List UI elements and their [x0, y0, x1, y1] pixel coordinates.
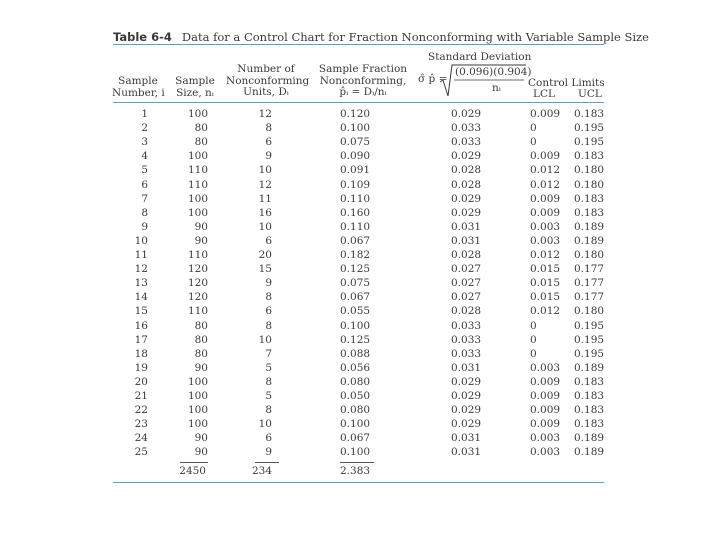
cell-std-dev: 0.028 [451, 305, 482, 318]
cell-fraction: 0.100 [340, 122, 371, 135]
cell-std-dev: 0.028 [451, 164, 482, 177]
cell-ucl: 0.177 [574, 277, 605, 290]
cell-lcl: 0.015 [530, 291, 561, 304]
cell-sample-number: 18 [134, 347, 148, 360]
table-label: Table 6-4 [113, 30, 172, 44]
cell-sample-number: 12 [134, 263, 148, 276]
cell-sample-number: 9 [141, 220, 148, 233]
cell-sample-number: 2 [141, 122, 148, 135]
cell-sample-size: 100 [187, 150, 208, 163]
sum-line-fraction [340, 462, 374, 463]
cell-sample-number: 7 [141, 192, 148, 205]
cell-ucl: 0.183 [574, 418, 605, 431]
cell-lcl: 0 [530, 136, 537, 149]
header-line: Number, i [112, 86, 165, 99]
cell-lcl: 0.009 [530, 108, 561, 120]
cell-std-dev: 0.033 [451, 136, 482, 149]
cell-sample-size: 90 [194, 446, 208, 459]
cell-sample-number: 17 [134, 333, 148, 346]
cell-ucl: 0.195 [574, 136, 605, 149]
header-line: Number of [237, 63, 295, 75]
header-line: Sample Fraction [318, 63, 408, 75]
cell-fraction: 0.100 [340, 319, 371, 332]
cell-lcl: 0.015 [530, 277, 561, 290]
cell-lcl: 0.009 [530, 404, 561, 417]
cell-nonconforming: 10 [258, 418, 272, 431]
cell-nonconforming: 8 [265, 375, 272, 388]
cell-ucl: 0.195 [574, 347, 605, 360]
cell-lcl: 0.009 [530, 150, 561, 163]
header-rule [113, 102, 604, 103]
cell-ucl: 0.183 [574, 375, 605, 388]
cell-std-dev: 0.028 [451, 178, 482, 191]
cell-sample-number: 11 [134, 249, 148, 261]
cell-ucl: 0.183 [574, 404, 605, 417]
cell-lcl: 0 [530, 319, 537, 332]
cell-fraction: 0.110 [340, 220, 371, 233]
cell-sample-number: 4 [141, 150, 148, 163]
cell-ucl: 0.189 [574, 220, 605, 233]
header-ucl: UCL [578, 88, 602, 100]
cell-fraction: 0.125 [340, 263, 371, 276]
cell-nonconforming: 6 [265, 432, 272, 445]
cell-sample-size: 110 [187, 305, 208, 318]
cell-lcl: 0.012 [530, 305, 561, 318]
cell-nonconforming: 10 [258, 220, 272, 233]
cell-lcl: 0.003 [530, 432, 561, 445]
cell-sample-size: 120 [187, 263, 208, 276]
header-lcl: LCL [533, 88, 555, 100]
cell-sample-size: 100 [187, 108, 208, 120]
cell-nonconforming: 16 [258, 206, 272, 219]
cell-sample-number: 22 [134, 404, 148, 417]
cell-std-dev: 0.029 [451, 404, 482, 417]
cell-fraction: 0.055 [340, 305, 371, 318]
cell-std-dev: 0.028 [451, 249, 482, 261]
cell-std-dev: 0.027 [451, 291, 482, 304]
cell-std-dev: 0.029 [451, 192, 482, 205]
cell-lcl: 0.003 [530, 446, 561, 459]
header-sample-size [172, 76, 218, 99]
cell-ucl: 0.180 [574, 178, 605, 191]
cell-std-dev: 0.031 [451, 234, 482, 247]
cell-sample-number: 25 [134, 446, 148, 459]
cell-std-dev: 0.033 [451, 319, 482, 332]
cell-nonconforming: 8 [265, 319, 272, 332]
cell-sample-size: 120 [187, 291, 208, 304]
sum-line-size [180, 462, 208, 463]
cell-sample-size: 80 [194, 122, 208, 135]
cell-sample-size: 100 [187, 390, 208, 402]
cell-fraction: 0.080 [340, 375, 371, 388]
cell-nonconforming: 5 [265, 390, 272, 402]
cell-fraction: 0.110 [340, 192, 371, 205]
cell-nonconforming: 5 [265, 361, 272, 374]
header-std-dev-denominator: nᵢ [492, 82, 501, 94]
cell-sample-size: 90 [194, 220, 208, 233]
cell-fraction: 0.109 [340, 178, 371, 191]
cell-sample-size: 80 [194, 319, 208, 332]
total-nonconforming: 234 [251, 465, 272, 477]
cell-std-dev: 0.031 [451, 446, 482, 459]
cell-nonconforming: 11 [258, 192, 272, 205]
cell-sample-number: 24 [134, 432, 148, 445]
header-line: Nonconforming [226, 74, 310, 87]
cell-fraction: 0.091 [340, 164, 371, 177]
cell-ucl: 0.183 [574, 192, 605, 205]
cell-std-dev: 0.027 [451, 263, 482, 276]
table-title [113, 30, 649, 44]
cell-ucl: 0.189 [574, 234, 605, 247]
cell-std-dev: 0.029 [451, 108, 482, 120]
cell-sample-size: 120 [187, 277, 208, 290]
cell-fraction: 0.067 [340, 432, 371, 445]
cell-std-dev: 0.029 [451, 206, 482, 219]
cell-lcl: 0.009 [530, 192, 561, 205]
cell-sample-number: 5 [141, 164, 148, 177]
cell-lcl: 0.012 [530, 178, 561, 191]
cell-ucl: 0.180 [574, 164, 605, 177]
cell-sample-size: 90 [194, 361, 208, 374]
cell-sample-number: 20 [134, 375, 148, 388]
cell-fraction: 0.160 [340, 206, 371, 219]
total-fraction: 2.383 [340, 465, 371, 477]
cell-ucl: 0.189 [574, 446, 605, 459]
cell-nonconforming: 6 [265, 305, 272, 318]
cell-fraction: 0.182 [340, 249, 371, 261]
cell-sample-number: 14 [134, 291, 148, 304]
cell-std-dev: 0.033 [451, 333, 482, 346]
cell-sample-number: 16 [134, 319, 148, 332]
sum-line-nonconforming [255, 462, 279, 463]
cell-sample-size: 100 [187, 418, 208, 431]
cell-ucl: 0.180 [574, 305, 605, 318]
cell-nonconforming: 9 [265, 277, 272, 290]
header-line: Sample [175, 75, 215, 87]
cell-ucl: 0.183 [574, 206, 605, 219]
cell-ucl: 0.189 [574, 432, 605, 445]
cell-std-dev: 0.031 [451, 432, 482, 445]
cell-fraction: 0.100 [340, 446, 371, 459]
cell-sample-size: 100 [187, 192, 208, 205]
header-line: Sample [118, 75, 158, 87]
cell-sample-number: 8 [141, 206, 148, 219]
cell-sample-size: 110 [187, 164, 208, 177]
cell-ucl: 0.189 [574, 361, 605, 374]
cell-sample-size: 80 [194, 333, 208, 346]
cell-sample-size: 80 [194, 136, 208, 149]
bottom-rule [113, 482, 604, 483]
cell-sample-number: 1 [141, 108, 148, 120]
total-sample-size: 2450 [179, 465, 206, 477]
cell-ucl: 0.195 [574, 333, 605, 346]
cell-lcl: 0.012 [530, 164, 561, 177]
header-control-limits: Control Limits [528, 77, 605, 89]
cell-std-dev: 0.029 [451, 418, 482, 431]
cell-ucl: 0.180 [574, 249, 605, 261]
cell-lcl: 0 [530, 333, 537, 346]
header-line: Nonconforming, [319, 74, 407, 87]
cell-sample-size: 80 [194, 347, 208, 360]
cell-ucl: 0.177 [574, 263, 605, 276]
cell-nonconforming: 10 [258, 333, 272, 346]
cell-sample-number: 6 [141, 178, 148, 191]
cell-nonconforming: 7 [265, 347, 272, 360]
cell-fraction: 0.067 [340, 291, 371, 304]
cell-ucl: 0.183 [574, 150, 605, 163]
cell-nonconforming: 12 [258, 108, 272, 120]
cell-sample-number: 10 [134, 234, 148, 247]
cell-nonconforming: 6 [265, 234, 272, 247]
cell-lcl: 0.009 [530, 206, 561, 219]
header-line: Units, Dᵢ [243, 86, 289, 98]
cell-sample-size: 90 [194, 432, 208, 445]
cell-ucl: 0.183 [574, 390, 605, 402]
cell-sample-number: 23 [134, 418, 148, 431]
cell-lcl: 0 [530, 122, 537, 135]
cell-fraction: 0.075 [340, 277, 371, 290]
cell-nonconforming: 8 [265, 122, 272, 135]
cell-lcl: 0.009 [530, 390, 561, 402]
cell-lcl: 0.003 [530, 361, 561, 374]
cell-std-dev: 0.029 [451, 375, 482, 388]
cell-nonconforming: 15 [258, 263, 272, 276]
cell-fraction: 0.067 [340, 234, 371, 247]
cell-std-dev: 0.031 [451, 220, 482, 233]
cell-sample-number: 19 [134, 361, 148, 374]
cell-fraction: 0.088 [340, 347, 371, 360]
cell-lcl: 0.009 [530, 418, 561, 431]
cell-nonconforming: 10 [258, 164, 272, 177]
cell-sample-size: 90 [194, 234, 208, 247]
table-caption: Data for a Control Chart for Fraction Nonconforming with Variable Sample Size [181, 30, 649, 44]
header-std-dev-numerator: (0.096)(0.904) [455, 66, 532, 78]
cell-lcl: 0.009 [530, 375, 561, 388]
cell-lcl: 0.012 [530, 249, 561, 261]
header-line: p̂ᵢ = Dᵢ/nᵢ [339, 86, 387, 98]
cell-nonconforming: 8 [265, 404, 272, 417]
cell-std-dev: 0.027 [451, 277, 482, 290]
cell-nonconforming: 8 [265, 291, 272, 304]
cell-sample-number: 13 [134, 277, 148, 290]
cell-sample-number: 15 [134, 305, 148, 318]
cell-sample-number: 21 [134, 390, 148, 402]
cell-sample-size: 100 [187, 404, 208, 417]
cell-fraction: 0.100 [340, 418, 371, 431]
cell-sample-size: 110 [187, 249, 208, 261]
cell-nonconforming: 9 [265, 150, 272, 163]
header-nonconforming [226, 63, 310, 99]
cell-std-dev: 0.031 [451, 361, 482, 374]
header-sample-number [112, 76, 164, 99]
cell-std-dev: 0.033 [451, 122, 482, 135]
cell-sample-size: 110 [187, 178, 208, 191]
cell-lcl: 0.015 [530, 263, 561, 276]
cell-ucl: 0.183 [574, 108, 605, 120]
header-std-dev-lhs: σ̂ p̂ = [418, 73, 448, 85]
cell-lcl: 0.003 [530, 234, 561, 247]
cell-lcl: 0 [530, 347, 537, 360]
cell-nonconforming: 12 [258, 178, 272, 191]
cell-sample-size: 100 [187, 375, 208, 388]
cell-nonconforming: 9 [265, 446, 272, 459]
cell-fraction: 0.080 [340, 404, 371, 417]
header-std-dev-title: Standard Deviation [428, 51, 532, 63]
cell-nonconforming: 6 [265, 136, 272, 149]
cell-sample-number: 3 [141, 136, 148, 149]
cell-nonconforming: 20 [258, 249, 272, 261]
cell-ucl: 0.195 [574, 319, 605, 332]
cell-fraction: 0.090 [340, 150, 371, 163]
top-rule [113, 44, 604, 45]
cell-sample-size: 100 [187, 206, 208, 219]
cell-fraction: 0.050 [340, 390, 371, 402]
cell-fraction: 0.125 [340, 333, 371, 346]
header-fraction [318, 64, 408, 99]
cell-std-dev: 0.033 [451, 347, 482, 360]
cell-fraction: 0.120 [340, 108, 371, 120]
cell-fraction: 0.056 [340, 361, 371, 374]
cell-fraction: 0.075 [340, 136, 371, 149]
cell-ucl: 0.195 [574, 122, 605, 135]
cell-ucl: 0.177 [574, 291, 605, 304]
cell-std-dev: 0.029 [451, 390, 482, 402]
cell-std-dev: 0.029 [451, 150, 482, 163]
header-line: Size, nᵢ [176, 86, 214, 99]
cell-lcl: 0.003 [530, 220, 561, 233]
